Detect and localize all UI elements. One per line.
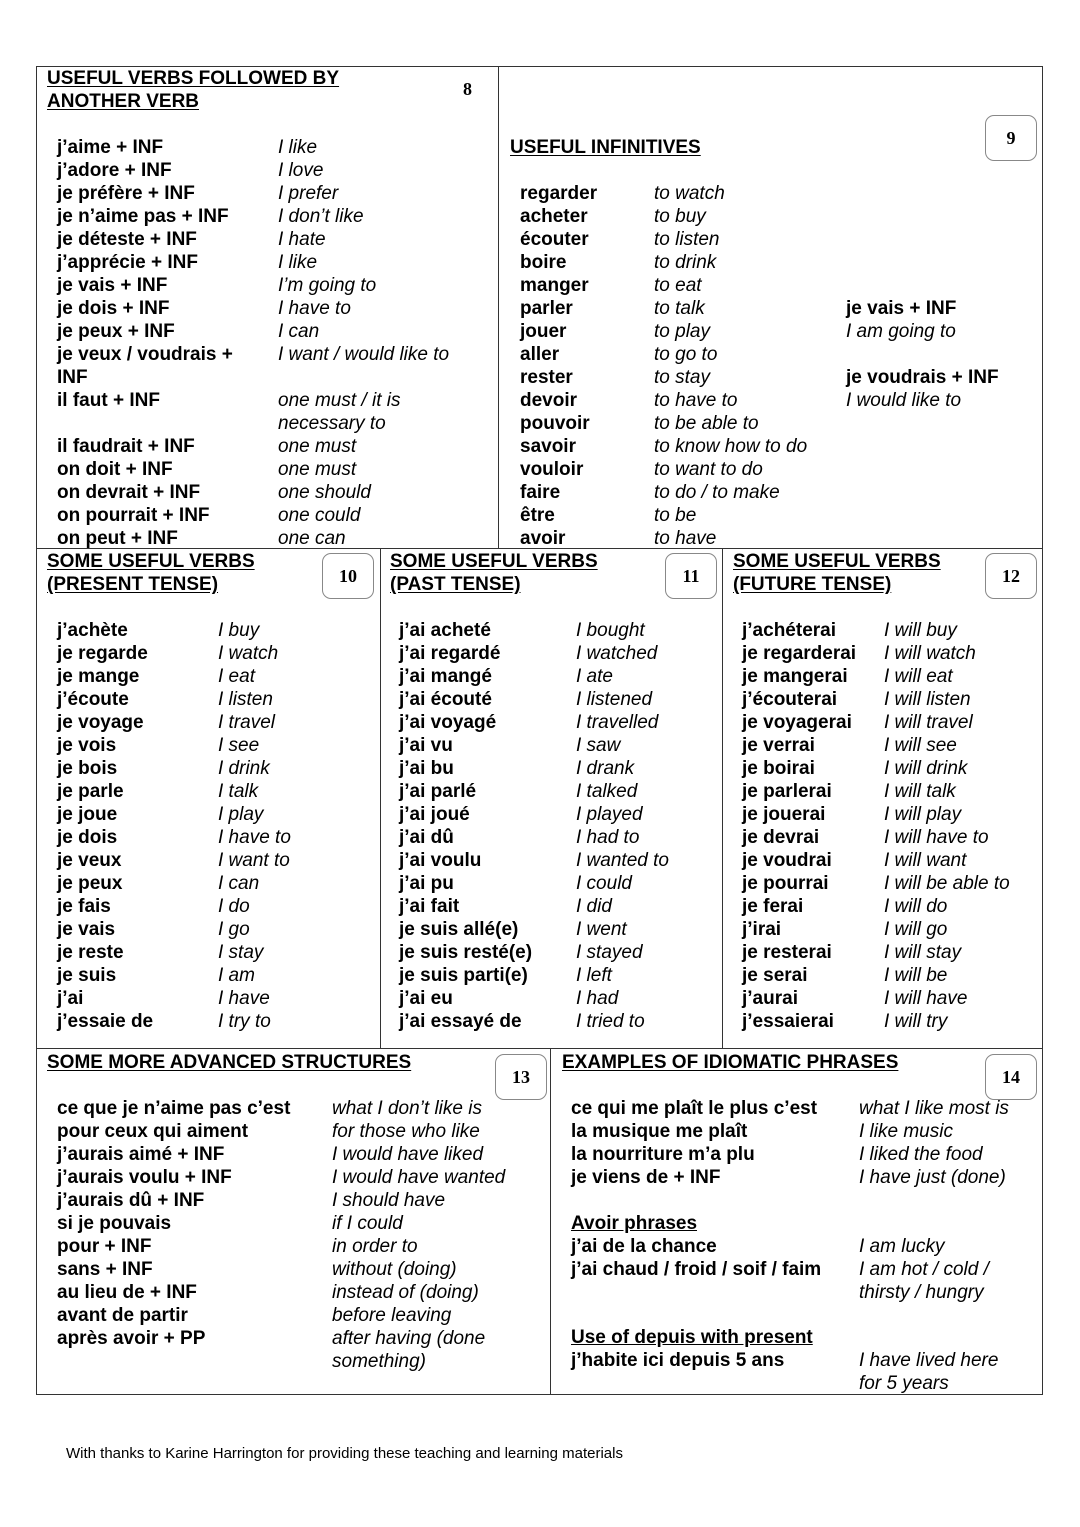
list-entry: I will talk	[884, 781, 956, 802]
section-badge-11: 11	[665, 553, 717, 599]
future-english-list	[884, 619, 1010, 1033]
infinitives-extra-going-to: I am going to	[846, 321, 956, 342]
list-entry: I’m going to	[278, 275, 377, 296]
list-entry: to have to	[654, 390, 738, 411]
list-entry: j’ai vu	[399, 735, 453, 756]
list-entry: to play	[654, 321, 710, 342]
list-entry: I will stay	[884, 942, 962, 963]
list-entry: sans + INF	[57, 1259, 153, 1280]
list-entry: for those who like	[332, 1121, 480, 1142]
list-entry: j’ai	[57, 988, 84, 1009]
list-entry: to do / to make	[654, 482, 780, 503]
list-entry: je peux + INF	[57, 321, 175, 342]
list-entry: je boirai	[742, 758, 815, 779]
list-entry: ce qui me plaît le plus c’est	[571, 1098, 818, 1119]
list-entry: j’ai essayé de	[399, 1011, 522, 1032]
list-entry: I watched	[576, 643, 658, 664]
list-entry: boire	[520, 252, 567, 273]
infinitives-extra-je-voudrais: je voudrais + INF	[846, 367, 999, 388]
list-entry: j’aime + INF	[57, 137, 164, 158]
list-entry: rester	[520, 367, 573, 388]
depuis-example-english	[859, 1349, 998, 1395]
section-badge-13: 13	[495, 1054, 547, 1100]
list-entry: j’aurais voulu + INF	[57, 1167, 232, 1188]
future-french-list	[742, 619, 856, 1033]
list-entry: je verrai	[742, 735, 815, 756]
list-entry: je mangerai	[742, 666, 848, 687]
list-entry: to watch	[654, 183, 725, 204]
idiomatic-english-list	[859, 1097, 1009, 1189]
section-badge-9: 9	[985, 115, 1037, 161]
list-entry: I do	[218, 896, 250, 917]
list-entry: je pourrai	[742, 873, 829, 894]
list-entry: I will drink	[884, 758, 968, 779]
list-entry: la musique me plaît	[571, 1121, 748, 1142]
divider-bottom-vertical	[550, 1048, 551, 1395]
list-entry: avant de partir	[57, 1305, 188, 1326]
list-entry: devoir	[520, 390, 578, 411]
list-entry: I travelled	[576, 712, 659, 733]
advanced-english-list	[332, 1097, 505, 1373]
list-entry: faire	[520, 482, 561, 503]
list-entry: I want to	[218, 850, 290, 871]
list-entry: je dois + INF	[57, 298, 170, 319]
list-entry: I can	[218, 873, 260, 894]
divider-top-vertical	[498, 66, 499, 548]
list-entry: ce que je n’aime pas c’est	[57, 1098, 291, 1119]
list-entry: for 5 years	[859, 1373, 949, 1394]
infinitives-extra-would-like: I would like to	[846, 390, 962, 411]
list-entry: one must / it is	[278, 390, 401, 411]
list-entry: if I could	[332, 1213, 403, 1234]
list-entry: j’adore + INF	[57, 160, 172, 181]
list-entry: j’essaie de	[57, 1011, 154, 1032]
future-tense-title: SOME USEFUL VERBS (FUTURE TENSE)	[733, 551, 941, 595]
list-entry: écouter	[520, 229, 589, 250]
depuis-example-french: j’habite ici depuis 5 ans	[571, 1350, 785, 1371]
list-entry: I will do	[884, 896, 948, 917]
list-entry: I stayed	[576, 942, 643, 963]
list-entry: I will play	[884, 804, 962, 825]
list-entry: I have to	[218, 827, 291, 848]
list-entry: je mange	[57, 666, 140, 687]
avoir-english-list	[859, 1235, 989, 1304]
list-entry: I love	[278, 160, 324, 181]
list-entry: je jouerai	[742, 804, 826, 825]
section-badge-10: 10	[322, 553, 374, 599]
list-entry: acheter	[520, 206, 588, 227]
depuis-subheading: Use of depuis with present	[571, 1327, 813, 1348]
list-entry: in order to	[332, 1236, 418, 1257]
list-entry: I want / would like to	[278, 344, 450, 365]
list-entry: I tried to	[576, 1011, 645, 1032]
list-entry: to eat	[654, 275, 702, 296]
list-entry: I would have wanted	[332, 1167, 506, 1188]
list-entry: something)	[332, 1351, 426, 1372]
list-entry: to talk	[654, 298, 705, 319]
list-entry: je suis parti(e)	[399, 965, 528, 986]
list-entry: I buy	[218, 620, 260, 641]
list-entry: I watch	[218, 643, 279, 664]
list-entry: pouvoir	[520, 413, 590, 434]
list-entry: I listened	[576, 689, 653, 710]
list-entry: to be	[654, 505, 697, 526]
list-entry: je peux	[57, 873, 123, 894]
list-entry: j’ai voulu	[399, 850, 482, 871]
list-entry: la nourriture m’a plu	[571, 1144, 755, 1165]
list-entry: j’ai eu	[399, 988, 453, 1009]
list-entry: one must	[278, 459, 357, 480]
list-entry: si je pouvais	[57, 1213, 172, 1234]
list-entry: aller	[520, 344, 560, 365]
list-entry: I drank	[576, 758, 635, 779]
list-entry: I travel	[218, 712, 276, 733]
list-entry: I like	[278, 137, 318, 158]
list-entry: j’aurai	[742, 988, 798, 1009]
list-entry: I bought	[576, 620, 645, 641]
list-entry: I could	[576, 873, 632, 894]
list-entry: je voyage	[57, 712, 144, 733]
list-entry: to stay	[654, 367, 710, 388]
past-tense-title: SOME USEFUL VERBS (PAST TENSE)	[390, 551, 598, 595]
list-entry: I did	[576, 896, 612, 917]
list-entry: to go to	[654, 344, 718, 365]
list-entry: I am hot / cold /	[859, 1259, 989, 1280]
list-entry: I have to	[278, 298, 351, 319]
present-french-list	[57, 619, 153, 1033]
divider-mid-right	[722, 548, 723, 1048]
list-entry: I played	[576, 804, 643, 825]
list-entry: I will listen	[884, 689, 971, 710]
list-entry: I will buy	[884, 620, 957, 641]
list-entry: I should have	[332, 1190, 446, 1211]
footer-credit: With thanks to Karine Harrington for providing these teaching and learning materials	[66, 1445, 623, 1462]
list-entry: regarder	[520, 183, 598, 204]
avoir-phrases-subheading: Avoir phrases	[571, 1213, 698, 1234]
past-french-list	[399, 619, 532, 1033]
list-entry: I see	[218, 735, 260, 756]
list-entry: j’ai parlé	[399, 781, 477, 802]
list-entry: I talked	[576, 781, 638, 802]
list-entry: j’ai écouté	[399, 689, 492, 710]
idiomatic-phrases-title: EXAMPLES OF IDIOMATIC PHRASES	[562, 1052, 899, 1073]
list-entry: I will have to	[884, 827, 989, 848]
list-entry: j’ai fait	[399, 896, 460, 917]
section-badge-12: 12	[985, 553, 1037, 599]
list-entry: I had	[576, 988, 619, 1009]
list-entry: without (doing)	[332, 1259, 457, 1280]
list-entry: I like music	[859, 1121, 953, 1142]
list-entry: on doit + INF	[57, 459, 173, 480]
list-entry: j’écouterai	[742, 689, 838, 710]
list-entry: j’essaierai	[742, 1011, 834, 1032]
list-entry: j’ai regardé	[399, 643, 501, 664]
infinitives-title: USEFUL INFINITIVES	[510, 137, 701, 158]
list-entry: je suis allé(e)	[399, 919, 519, 940]
list-entry: je parle	[57, 781, 124, 802]
list-entry: après avoir + PP	[57, 1328, 206, 1349]
past-english-list	[576, 619, 669, 1033]
list-entry: I drink	[218, 758, 270, 779]
list-entry: j’ai chaud / froid / soif / faim	[571, 1259, 822, 1280]
list-entry: to have	[654, 528, 717, 549]
list-entry: j’ai voyagé	[399, 712, 497, 733]
list-entry: je veux / voudrais +	[57, 344, 233, 365]
list-entry: to drink	[654, 252, 717, 273]
list-entry: I will watch	[884, 643, 976, 664]
list-entry: I go	[218, 919, 250, 940]
section-number-8: 8	[463, 79, 472, 99]
list-entry: to want to do	[654, 459, 763, 480]
list-entry: je devrai	[742, 827, 820, 848]
list-entry: I have just (done)	[859, 1167, 1006, 1188]
list-entry: I went	[576, 919, 627, 940]
advanced-french-list	[57, 1097, 290, 1373]
list-entry	[57, 1350, 290, 1373]
list-entry: I will go	[884, 919, 948, 940]
list-entry: I stay	[218, 942, 264, 963]
list-entry: I will be able to	[884, 873, 1010, 894]
list-entry: j’ai acheté	[399, 620, 491, 641]
infinitives-french-list	[520, 182, 597, 550]
list-entry: I play	[218, 804, 264, 825]
infinitives-extra-je-vais: je vais + INF	[846, 298, 957, 319]
verbs-followed-english-list	[278, 136, 449, 550]
list-entry: j’ai joué	[399, 804, 470, 825]
idiomatic-french-list	[571, 1097, 817, 1189]
list-entry: j’apprécie + INF	[57, 252, 198, 273]
list-entry: thirsty / hungry	[859, 1282, 984, 1303]
list-entry: I listen	[218, 689, 273, 710]
list-entry: je préfère + INF	[57, 183, 195, 204]
list-entry: what I like most is	[859, 1098, 1009, 1119]
list-entry: one should	[278, 482, 371, 503]
list-entry: what I don’t like is	[332, 1098, 482, 1119]
list-entry: I am	[218, 965, 255, 986]
list-entry: I will be	[884, 965, 948, 986]
list-entry: one can	[278, 528, 346, 549]
section-badge-14: 14	[985, 1054, 1037, 1100]
list-entry: je vois	[57, 735, 117, 756]
list-entry: I will try	[884, 1011, 948, 1032]
list-entry: I left	[576, 965, 612, 986]
list-entry: j’irai	[742, 919, 782, 940]
list-entry: je déteste + INF	[57, 229, 197, 250]
list-entry: necessary to	[278, 413, 386, 434]
list-entry: I will eat	[884, 666, 953, 687]
list-entry: j’achéterai	[742, 620, 836, 641]
list-entry: on devrait + INF	[57, 482, 201, 503]
list-entry: I will see	[884, 735, 957, 756]
list-entry: I prefer	[278, 183, 339, 204]
divider-row-2	[36, 1048, 1043, 1049]
verbs-followed-title: USEFUL VERBS FOLLOWED BY ANOTHER VERB	[47, 68, 340, 112]
list-entry: I will travel	[884, 712, 973, 733]
list-entry: j’ai de la chance	[571, 1236, 717, 1257]
list-entry: I wanted to	[576, 850, 669, 871]
advanced-structures-title: SOME MORE ADVANCED STRUCTURES	[47, 1052, 412, 1073]
list-entry: je viens de + INF	[571, 1167, 721, 1188]
list-entry: I saw	[576, 735, 621, 756]
list-entry: jouer	[520, 321, 567, 342]
list-entry: savoir	[520, 436, 576, 457]
list-entry: pour ceux qui aiment	[57, 1121, 249, 1142]
list-entry: j’achète	[57, 620, 128, 641]
list-entry: to buy	[654, 206, 706, 227]
list-entry: je ferai	[742, 896, 804, 917]
list-entry: j’ai dû	[399, 827, 454, 848]
list-entry: I had to	[576, 827, 640, 848]
list-entry: je serai	[742, 965, 808, 986]
list-entry: instead of (doing)	[332, 1282, 479, 1303]
list-entry: to be able to	[654, 413, 759, 434]
list-entry: I hate	[278, 229, 326, 250]
list-entry	[278, 366, 449, 389]
list-entry: I don’t like	[278, 206, 364, 227]
list-entry: INF	[57, 367, 88, 388]
list-entry: je vais	[57, 919, 116, 940]
list-entry: on peut + INF	[57, 528, 178, 549]
list-entry: être	[520, 505, 555, 526]
divider-mid-left	[380, 548, 381, 1048]
list-entry: au lieu de + INF	[57, 1282, 197, 1303]
infinitives-english-list	[654, 182, 807, 550]
list-entry: je fais	[57, 896, 111, 917]
list-entry: je reste	[57, 942, 124, 963]
list-entry: parler	[520, 298, 573, 319]
list-entry: I have	[218, 988, 270, 1009]
list-entry: je vais + INF	[57, 275, 168, 296]
list-entry: je dois	[57, 827, 118, 848]
list-entry: I am lucky	[859, 1236, 945, 1257]
list-entry: je regarderai	[742, 643, 857, 664]
avoir-french-list	[571, 1235, 821, 1281]
list-entry: je voudrai	[742, 850, 832, 871]
list-entry: je n’aime pas + INF	[57, 206, 229, 227]
list-entry: j’ai bu	[399, 758, 454, 779]
list-entry: je parlerai	[742, 781, 832, 802]
list-entry: j’aurais dû + INF	[57, 1190, 205, 1211]
list-entry: je resterai	[742, 942, 832, 963]
list-entry: j’ai pu	[399, 873, 454, 894]
list-entry: I eat	[218, 666, 255, 687]
list-entry: I would have liked	[332, 1144, 484, 1165]
verbs-followed-french-list	[57, 136, 233, 550]
list-entry: avoir	[520, 528, 566, 549]
list-entry: je joue	[57, 804, 118, 825]
list-entry: vouloir	[520, 459, 584, 480]
list-entry: il faudrait + INF	[57, 436, 195, 457]
present-tense-title: SOME USEFUL VERBS (PRESENT TENSE)	[47, 551, 255, 595]
list-entry: one must	[278, 436, 357, 457]
list-entry: I will have	[884, 988, 968, 1009]
list-entry: I talk	[218, 781, 259, 802]
list-entry: je bois	[57, 758, 118, 779]
list-entry: je regarde	[57, 643, 148, 664]
present-english-list	[218, 619, 291, 1033]
list-entry: manger	[520, 275, 589, 296]
list-entry: j’ai mangé	[399, 666, 492, 687]
list-entry: j’écoute	[57, 689, 129, 710]
list-entry: I ate	[576, 666, 613, 687]
list-entry: on pourrait + INF	[57, 505, 210, 526]
list-entry: to know how to do	[654, 436, 808, 457]
list-entry: il faut + INF	[57, 390, 160, 411]
list-entry: I will want	[884, 850, 967, 871]
list-entry: I try to	[218, 1011, 271, 1032]
list-entry: je veux	[57, 850, 122, 871]
list-entry: je suis	[57, 965, 117, 986]
list-entry: j’aurais aimé + INF	[57, 1144, 225, 1165]
list-entry: after having (done	[332, 1328, 486, 1349]
list-entry: I can	[278, 321, 320, 342]
list-entry: I liked the food	[859, 1144, 983, 1165]
list-entry: pour + INF	[57, 1236, 152, 1257]
list-entry: before leaving	[332, 1305, 452, 1326]
list-entry: I have lived here	[859, 1350, 999, 1371]
list-entry: I like	[278, 252, 318, 273]
list-entry: je voyagerai	[742, 712, 852, 733]
list-entry	[57, 412, 233, 435]
list-entry: je suis resté(e)	[399, 942, 533, 963]
list-entry: to listen	[654, 229, 720, 250]
list-entry: one could	[278, 505, 361, 526]
